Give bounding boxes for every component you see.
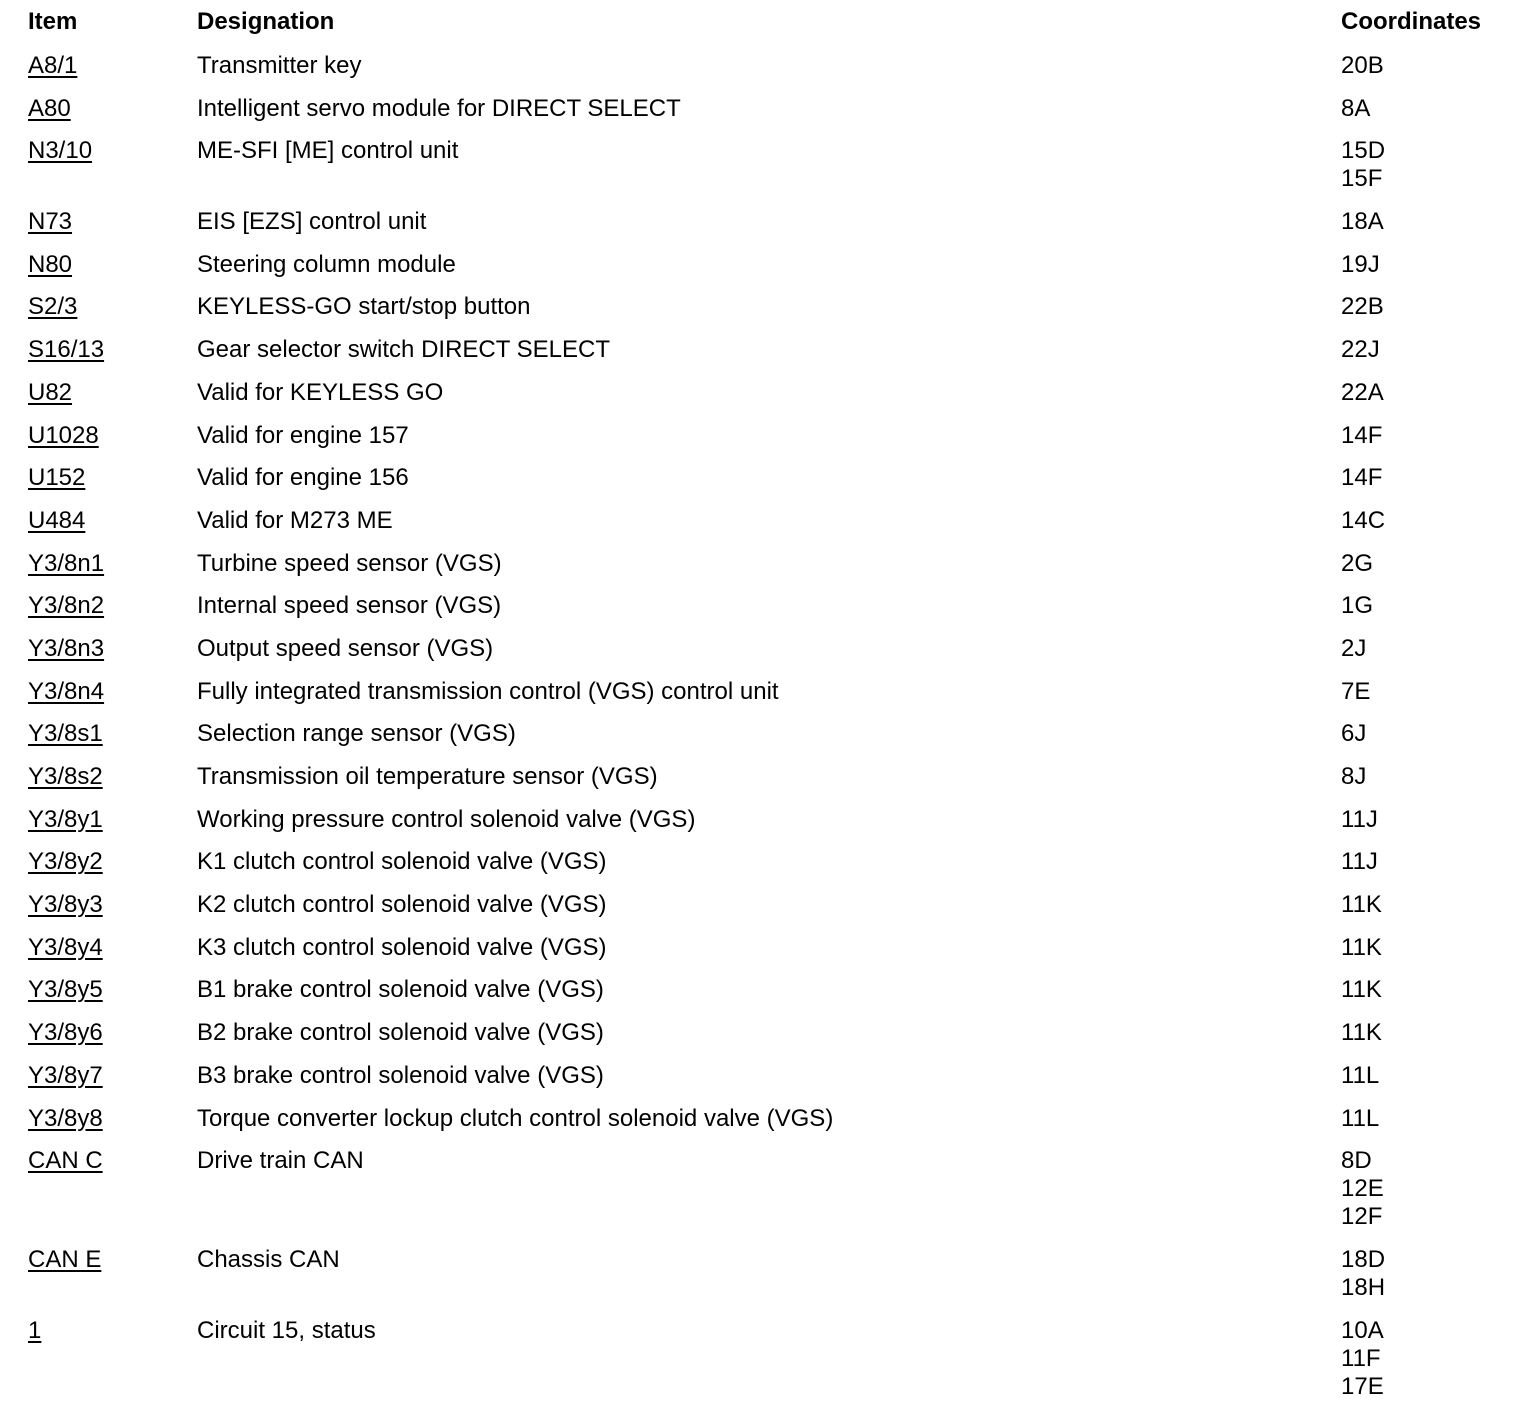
item-cell: [28, 592, 104, 620]
designation-cell: Valid for KEYLESS GO: [197, 378, 444, 406]
header-designation: Designation: [197, 8, 335, 35]
designation-cell: K3 clutch control solenoid valve (VGS): [197, 933, 607, 961]
table-row: [0, 670, 1536, 713]
item-cell: [28, 208, 72, 236]
designation-cell: Drive train CAN: [197, 1147, 364, 1175]
designation-cell: Valid for M273 ME: [197, 506, 393, 534]
designation-cell: Fully integrated transmission control (VGS) control unit: [197, 677, 779, 705]
coordinate-value: 18A: [1341, 208, 1384, 236]
item-link[interactable]: N73: [28, 208, 73, 236]
coordinate-value: 18H: [1341, 1273, 1386, 1301]
coordinates-cell: [1341, 293, 1384, 321]
coordinates-cell: [1341, 934, 1382, 962]
item-cell: [28, 1019, 103, 1047]
item-cell: [28, 635, 104, 663]
coordinates-cell: [1341, 52, 1384, 80]
item-cell: [28, 422, 99, 450]
designation-cell: Output speed sensor (VGS): [197, 634, 494, 662]
designation-cell: Selection range sensor (VGS): [197, 720, 516, 748]
designation-cell: B2 brake control solenoid valve (VGS): [197, 1019, 604, 1047]
item-link[interactable]: U152: [28, 464, 86, 492]
coordinate-value: 11K: [1341, 933, 1382, 961]
item-cell: [28, 934, 103, 962]
item-cell: [28, 251, 72, 279]
item-cell: [28, 293, 77, 321]
table-row: [0, 200, 1536, 243]
item-link[interactable]: Y3/8y6: [28, 1019, 103, 1047]
item-link[interactable]: Y3/8y7: [28, 1061, 103, 1089]
coordinate-value: 15D: [1341, 137, 1386, 165]
table-row: [0, 414, 1536, 457]
designation-cell: Gear selector switch DIRECT SELECT: [197, 336, 611, 364]
item-cell: [28, 137, 92, 165]
coordinate-value: 2J: [1341, 634, 1367, 662]
coordinate-value: 22A: [1341, 378, 1384, 406]
item-link[interactable]: Y3/8y1: [28, 805, 103, 833]
coordinate-value: 11F: [1341, 1344, 1381, 1372]
table-row: [0, 285, 1536, 328]
item-link[interactable]: A80: [28, 94, 71, 122]
coordinates-cell: [1341, 1019, 1382, 1047]
coordinates-cell: [1341, 1246, 1385, 1302]
item-cell: [28, 1246, 101, 1274]
coordinate-value: 6J: [1341, 720, 1367, 748]
coordinate-value: 14F: [1341, 421, 1383, 449]
item-link[interactable]: Y3/8s2: [28, 763, 103, 790]
item-link[interactable]: Y3/8s1: [28, 720, 103, 748]
item-link[interactable]: Y3/8n3: [28, 634, 105, 662]
coordinates-cell: [1341, 251, 1380, 279]
coordinate-value: 11L: [1341, 1104, 1380, 1132]
item-link[interactable]: Y3/8y4: [28, 933, 103, 961]
designation-cell: K2 clutch control solenoid valve (VGS): [197, 891, 607, 919]
designation-cell: ME-SFI [ME] control unit: [197, 137, 459, 165]
item-cell: [28, 848, 103, 876]
item-cell: [28, 806, 103, 834]
coordinates-cell: [1341, 1105, 1379, 1133]
item-cell: [28, 336, 104, 364]
item-link[interactable]: Y3/8n1: [28, 549, 105, 577]
item-link[interactable]: U484: [28, 506, 86, 534]
designation-cell: Torque converter lockup clutch control solenoid valve (VGS): [197, 1104, 834, 1132]
coordinate-value: 11J: [1341, 805, 1378, 833]
coordinates-cell: [1341, 1147, 1384, 1231]
table-row: [0, 1139, 1536, 1238]
item-cell: [28, 550, 104, 578]
coordinates-cell: [1341, 1317, 1384, 1401]
table-row: [0, 584, 1536, 627]
coordinate-value: 7E: [1341, 677, 1371, 705]
item-cell: [28, 95, 71, 123]
item-link[interactable]: N80: [28, 250, 73, 278]
table-row: [0, 456, 1536, 499]
table-row: [0, 926, 1536, 969]
coordinate-value: 11L: [1341, 1061, 1380, 1089]
designation-cell: B3 brake control solenoid valve (VGS): [197, 1061, 604, 1089]
coordinates-cell: [1341, 550, 1373, 578]
item-cell: [28, 1317, 41, 1345]
table-row: [0, 328, 1536, 371]
coordinates-cell: [1341, 422, 1382, 450]
coordinates-cell: [1341, 379, 1384, 407]
table-row: [0, 371, 1536, 414]
coordinates-cell: [1341, 592, 1373, 620]
coordinates-cell: [1341, 507, 1385, 535]
coordinates-cell: [1341, 848, 1378, 876]
coordinate-value: 11K: [1341, 891, 1382, 919]
item-cell: [28, 507, 85, 535]
table-row: [0, 542, 1536, 585]
item-cell: [28, 1147, 103, 1175]
item-cell: [28, 464, 85, 492]
designation-cell: Internal speed sensor (VGS): [197, 592, 502, 620]
table-row: [0, 1054, 1536, 1097]
table-row: [0, 1309, 1536, 1407]
table-row: [0, 883, 1536, 926]
coordinates-cell: [1341, 720, 1366, 748]
item-cell: [28, 976, 103, 1004]
table-row: [0, 1097, 1536, 1140]
designation-cell: K1 clutch control solenoid valve (VGS): [197, 848, 607, 876]
coordinate-value: 2G: [1341, 549, 1374, 577]
coordinate-value: 11K: [1341, 1019, 1382, 1047]
item-cell: [28, 720, 103, 748]
coordinate-value: 12F: [1341, 1203, 1383, 1231]
item-link[interactable]: Y3/8y8: [28, 1104, 103, 1132]
table-row: [0, 44, 1536, 87]
item-link[interactable]: CAN C: [28, 1147, 103, 1175]
coordinate-value: 8J: [1341, 763, 1367, 790]
coordinate-value: 18D: [1341, 1245, 1386, 1273]
item-cell: [28, 678, 104, 706]
designation-cell: Chassis CAN: [197, 1245, 340, 1273]
item-cell: [28, 52, 77, 80]
coordinate-value: 1G: [1341, 592, 1374, 620]
item-link[interactable]: CAN E: [28, 1245, 102, 1273]
coordinates-cell: [1341, 635, 1366, 663]
coordinate-value: 19J: [1341, 250, 1380, 278]
item-link[interactable]: Y3/8n4: [28, 677, 105, 705]
coordinates-cell: [1341, 1062, 1379, 1090]
coordinate-value: 14C: [1341, 506, 1386, 534]
table-header: [0, 0, 1536, 44]
item-link[interactable]: N3/10: [28, 137, 93, 165]
item-link[interactable]: 1: [28, 1316, 42, 1344]
item-cell: [28, 891, 103, 919]
designation-cell: Working pressure control solenoid valve (VGS): [197, 805, 696, 833]
table-row: [0, 712, 1536, 755]
coordinates-cell: [1341, 763, 1366, 791]
item-link[interactable]: Y3/8y5: [28, 976, 103, 1004]
coordinates-cell: [1341, 95, 1370, 123]
coordinates-cell: [1341, 208, 1384, 236]
coordinate-value: 22B: [1341, 293, 1384, 321]
table-row: [0, 1011, 1536, 1054]
coordinate-value: 11K: [1341, 976, 1382, 1004]
designation-cell: EIS [EZS] control unit: [197, 208, 427, 236]
coordinates-cell: [1341, 976, 1382, 1004]
designation-cell: Transmission oil temperature sensor (VGS): [197, 763, 658, 790]
coordinates-cell: [1341, 678, 1370, 706]
designation-cell: Valid for engine 157: [197, 421, 409, 449]
item-link[interactable]: Y3/8n2: [28, 592, 105, 620]
table-row: [0, 1238, 1536, 1309]
item-cell: [28, 1105, 103, 1133]
designation-cell: B1 brake control solenoid valve (VGS): [197, 976, 604, 1004]
designation-cell: Steering column module: [197, 250, 456, 278]
coordinate-value: 8D: [1341, 1147, 1372, 1175]
item-cell: [28, 763, 103, 791]
item-link[interactable]: U1028: [28, 421, 99, 449]
coordinate-value: 20B: [1341, 52, 1384, 79]
coordinates-cell: [1341, 806, 1378, 834]
item-cell: [28, 1062, 103, 1090]
table-row: [0, 87, 1536, 130]
designation-cell: Valid for engine 156: [197, 464, 409, 492]
table-row: [0, 499, 1536, 542]
designation-cell: Turbine speed sensor (VGS): [197, 549, 502, 577]
table-row: [0, 840, 1536, 883]
table-row: [0, 243, 1536, 286]
coordinate-value: 8A: [1341, 94, 1371, 122]
coordinate-value: 15F: [1341, 165, 1383, 193]
table-row: [0, 755, 1536, 798]
table-row: [0, 798, 1536, 841]
designation-cell: KEYLESS-GO start/stop button: [197, 293, 531, 321]
header-coordinates: Coordinates: [1341, 8, 1482, 35]
table-row: [0, 968, 1536, 1011]
coordinate-value: 14F: [1341, 464, 1383, 492]
item-link[interactable]: Y3/8y2: [28, 848, 103, 876]
item-cell: [28, 379, 72, 407]
coordinate-value: 11J: [1341, 848, 1378, 876]
item-link[interactable]: S2/3: [28, 293, 78, 321]
coordinate-value: 22J: [1341, 336, 1380, 364]
designation-cell: Intelligent servo module for DIRECT SELECT: [197, 94, 681, 122]
coordinate-value: 10A: [1341, 1316, 1384, 1344]
table-row: [0, 627, 1536, 670]
item-link[interactable]: Y3/8y3: [28, 891, 103, 919]
coordinates-cell: [1341, 137, 1385, 193]
designation-cell: Transmitter key: [197, 52, 362, 79]
item-link[interactable]: U82: [28, 378, 73, 406]
item-link[interactable]: S16/13: [28, 336, 105, 364]
table-row: [0, 129, 1536, 200]
header-item: Item: [28, 8, 78, 35]
coordinates-cell: [1341, 891, 1382, 919]
item-link[interactable]: A8/1: [28, 52, 78, 79]
coordinates-cell: [1341, 336, 1380, 364]
coordinate-value: 17E: [1341, 1372, 1384, 1400]
coordinate-value: 12E: [1341, 1175, 1384, 1203]
designation-cell: Circuit 15, status: [197, 1316, 376, 1344]
coordinates-cell: [1341, 464, 1382, 492]
table-body: [0, 44, 1536, 1407]
